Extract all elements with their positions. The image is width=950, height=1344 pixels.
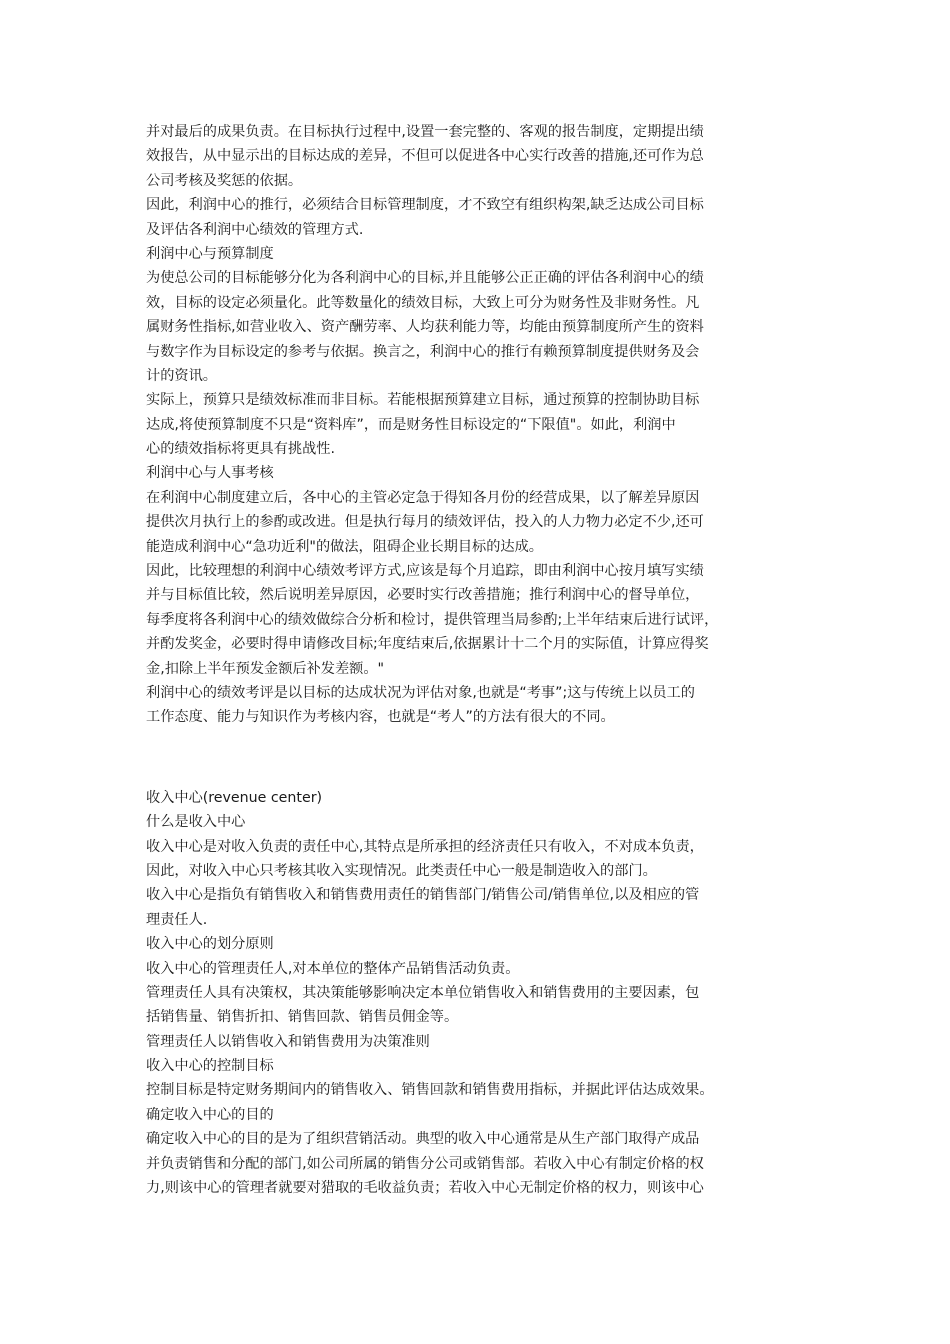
text-line: 并酌发奖金，必要时得申请修改目标;年度结束后,依据累计十二个月的实际值，计算应得奖 [146, 636, 709, 653]
text-line: 公司考核及奖惩的依据。 [146, 172, 303, 189]
text-line: 能造成利润中心“急功近利"的做法，阻碍企业长期目标的达成。 [146, 538, 543, 555]
text-line: 并负责销售和分配的部门,如公司所属的销售分公司或销售部。若收入中心有制定价格的权 [146, 1155, 704, 1172]
text-line: 收入中心是对收入负责的责任中心,其特点是所承担的经济责任只有收入，不对成本负责， [146, 838, 704, 855]
text-line: 每季度将各利润中心的绩效做综合分析和检讨，提供管理当局参酌;上半年结束后进行试评， [146, 611, 719, 628]
text-line: 达成,将使预算制度不只是“资料库”，而是财务性目标设定的“下限值"。如此，利润中 [146, 416, 676, 433]
text-line: 利润中心的绩效考评是以目标的达成状况为评估对象,也就是“考事”;这与传统上以员工的 [146, 684, 695, 701]
text-line: 实际上，预算只是绩效标准而非目标。若能根据预算建立目标，通过预算的控制协助目标 [146, 392, 700, 409]
text-line: 收入中心的管理责任人,对本单位的整体产品销售活动负责。 [146, 960, 520, 977]
text-line: 因此，比较理想的利润中心绩效考评方式,应该是每个月追踪，即由利润中心按月填写实绩 [146, 563, 704, 580]
text-line: 确定收入中心的目的是为了组织营销活动。典型的收入中心通常是从生产部门取得产成品 [146, 1131, 700, 1148]
text-line: 利润中心与预算制度 [146, 245, 274, 262]
text-line: 管理责任人以销售收入和销售费用为决策准则 [146, 1033, 430, 1050]
text-line: 属财务性指标,如营业收入、资产酬劳率、人均获利能力等，均能由预算制度所产生的资料 [146, 319, 704, 336]
text-line: 收入中心是指负有销售收入和销售费用责任的销售部门/销售公司/销售单位,以及相应的管 [146, 887, 700, 904]
text-line: 与数字作为目标设定的参考与依据。换言之，利润中心的推行有赖预算制度提供财务及会 [146, 343, 700, 360]
section-gap [146, 730, 818, 786]
profit-center-section [146, 120, 818, 730]
text-line: 并对最后的成果负责。在目标执行过程中,设置一套完整的、客观的报告制度，定期提出绩 [146, 124, 704, 140]
text-line: 因此，利润中心的推行，必须结合目标管理制度，才不致空有组织构架,缺乏达成公司目标 [146, 197, 704, 214]
text-line: 效报告，从中显示出的目标达成的差异，不但可以促进各中心实行改善的措施,还可作为总 [146, 148, 704, 165]
text-line: 因此，对收入中心只考核其收入实现情况。此类责任中心一般是制造收入的部门。 [146, 862, 657, 879]
revenue-center-section [146, 786, 818, 1201]
text-line: 力,则该中心的管理者就要对猎取的毛收益负责；若收入中心无制定价格的权力，则该中心 [146, 1180, 704, 1197]
text-line: 收入中心的划分原则 [146, 936, 274, 953]
text-line: 在利润中心制度建立后，各中心的主管必定急于得知各月份的经营成果，以了解差异原因 [146, 489, 700, 506]
text-line: 控制目标是特定财务期间内的销售收入、销售回款和销售费用指标，并据此评估达成效果。 [146, 1082, 714, 1099]
text-line: 收入中心(revenue center) [146, 789, 323, 806]
text-line: 及评估各利润中心绩效的管理方式. [146, 221, 364, 238]
text-line: 效，目标的设定必须量化。此等数量化的绩效目标，大致上可分为财务性及非财务性。凡 [146, 294, 700, 311]
text-line: 什么是收入中心 [146, 814, 246, 831]
document-page [146, 120, 818, 1200]
text-line: 利润中心与人事考核 [146, 465, 274, 482]
text-line: 提供次月执行上的参酌或改进。但是执行每月的绩效评估，投入的人力物力必定不少,还可 [146, 514, 704, 531]
text-line: 金,扣除上半年预发金额后补发差额。" [146, 660, 385, 677]
text-line: 收入中心的控制目标 [146, 1058, 274, 1075]
text-line: 理责任人. [146, 911, 208, 928]
text-line: 计的资讯。 [146, 367, 217, 384]
text-line: 管理责任人具有决策权，其决策能够影响决定本单位销售收入和销售费用的主要因素，包 [146, 984, 700, 1001]
text-line: 括销售量、销售折扣、销售回款、销售员佣金等。 [146, 1009, 459, 1026]
text-line: 为使总公司的目标能够分化为各利润中心的目标,并且能够公正正确的评估各利润中心的绩 [146, 270, 704, 287]
text-line: 并与目标值比较，然后说明差异原因，必要时实行改善措施；推行利润中心的督导单位， [146, 587, 700, 604]
text-line: 工作态度、能力与知识作为考核内容，也就是“考人”的方法有很大的不同。 [146, 709, 615, 726]
text-line: 心的绩效指标将更具有挑战性. [146, 441, 335, 458]
text-line: 确定收入中心的目的 [146, 1106, 274, 1123]
